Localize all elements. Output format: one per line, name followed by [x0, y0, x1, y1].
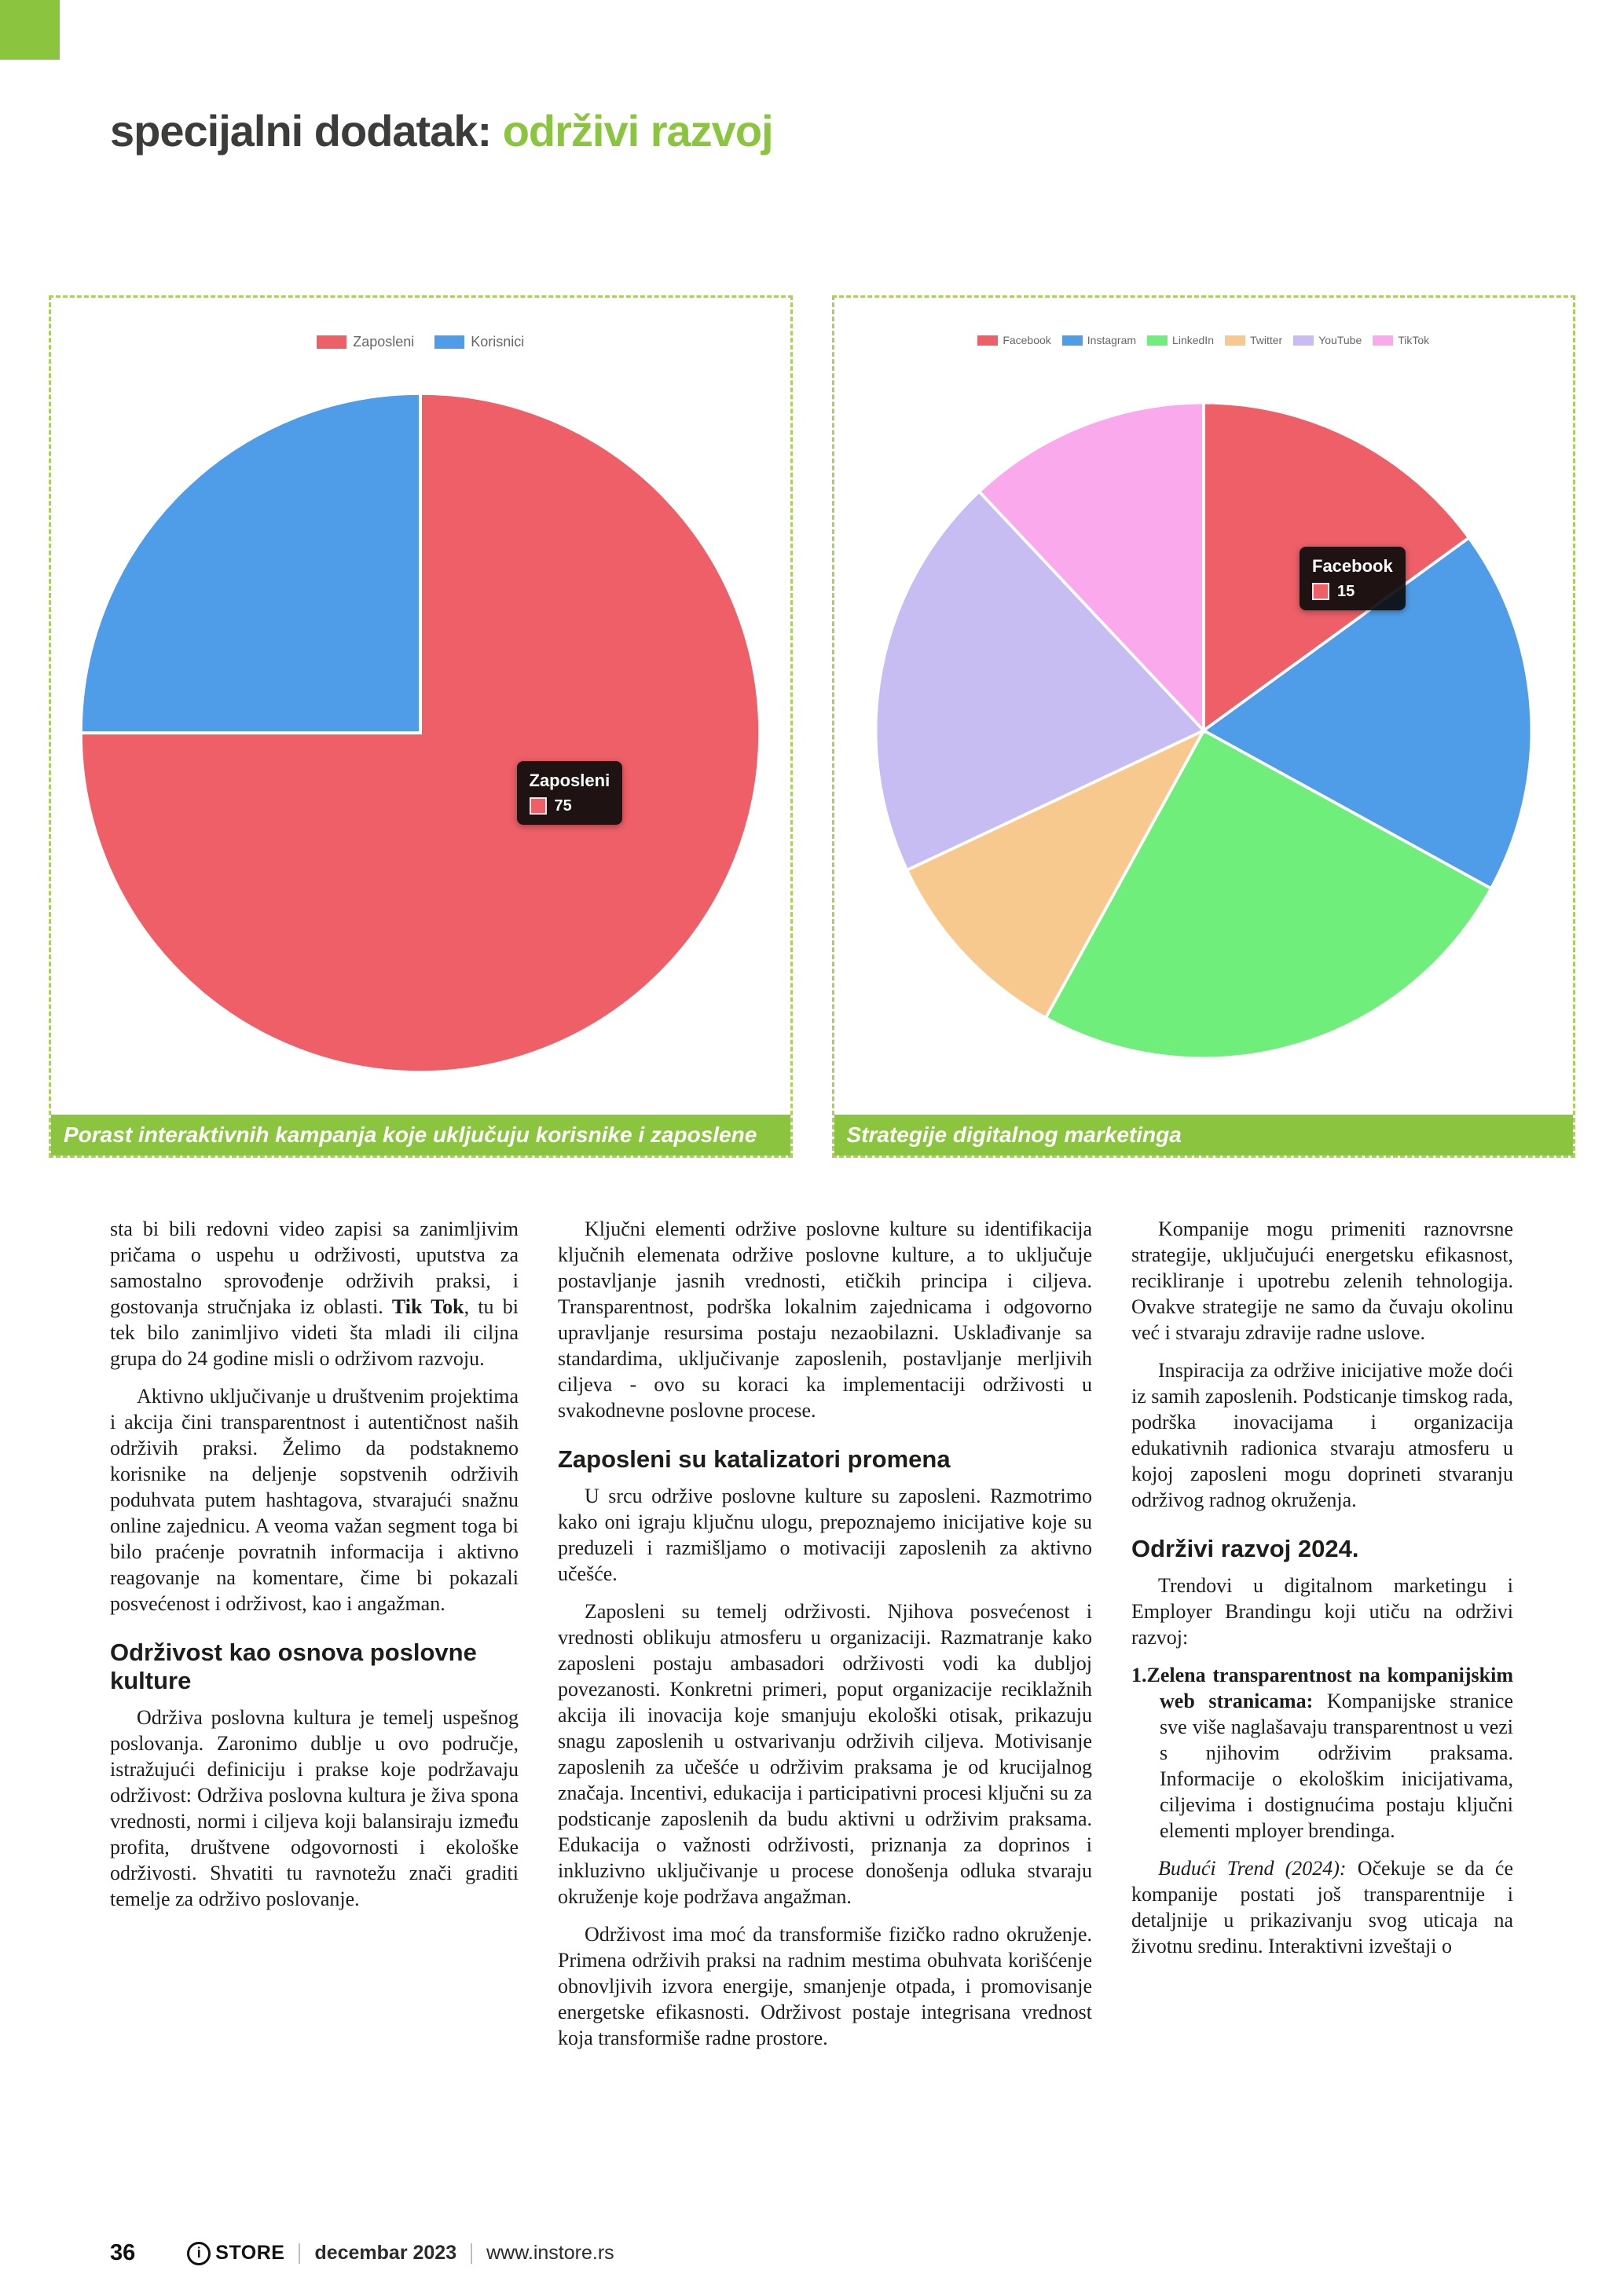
tooltip-color-swatch: [530, 797, 547, 815]
legend-swatch: [1293, 335, 1314, 346]
text-run: Ključni elementi održive poslovne kulture su identifikacija ključnih elemenata održive poslovne kulture, a to uključuje postavljanje jasnih vrednosti, etičkih principa i ciljeva. Transparentnost, podrška lokalnim zajednicama i odgovorno upravljanje resursima postaju nezaobilazni. Usklađivanje sa standardima, uključivanje zaposlenih, postavljanje merljivih ciljeva - ovo su koraci ka implementaciji održivosti u svakodnevne poslovne procese.: [558, 1218, 1092, 1422]
paragraph: [558, 1483, 1092, 1587]
legend-item-zaposleni[interactable]: [317, 334, 414, 350]
corner-accent-square: [0, 0, 60, 60]
tooltip-title: Facebook: [1312, 555, 1393, 576]
legend-label: Facebook: [1003, 334, 1051, 346]
chart-legend: [317, 334, 524, 350]
text-run: sta bi bili redovni video zapisi sa zanimljivim pričama o uspehu u održivosti, uputstva za samostalno sprovođenje održivih praksi, i gostovanja stručnjaka iz oblasti.: [110, 1218, 519, 1318]
pie-chart-area: [834, 346, 1574, 1115]
section-header: [110, 105, 773, 156]
paragraph: [558, 1921, 1092, 2051]
legend-swatch: [317, 335, 346, 349]
tooltip-color-swatch: [1312, 583, 1329, 600]
legend-item-instagram[interactable]: [1062, 334, 1136, 346]
legend-swatch: [1147, 335, 1168, 346]
chart-tooltip: [1300, 547, 1406, 610]
legend-swatch: [434, 335, 464, 349]
pie-slice-korisnici[interactable]: [81, 393, 420, 732]
legend-swatch: [1062, 335, 1083, 346]
magazine-name: STORE: [215, 2242, 285, 2264]
legend-label: YouTube: [1318, 334, 1362, 346]
legend-label: Twitter: [1249, 334, 1283, 346]
chart-legend: [977, 334, 1429, 346]
text-run: Zaposleni su temelj održivosti. Njihova posvećenost i vrednosti oblikuju atmosferu u organizaciji. Razmatranje kako zaposleni postaju ambasadori održivosti vodi ka dubljoj povezanosti. Konkretni primeri, poput organizacije reciklažnih akcija ili inovacija koje smanjuju ekološki otisak, prikazuju snagu zaposlenih u ostvarivanju održivih ciljeva. Motivisanje zaposlenih za učešće u održivim praksama je od krucijalnog značaja. Incentivi, edukacija i participativni procesi ključni su za podsticanje zaposlenih da budu aktivni u održivim praksama. Edukacija o važnosti održivosti, priznanja za doprinos i inkluzivno uključivanje u procese donošenja odluka stvaraju okruženje koje podržava angažman.: [558, 1600, 1092, 1908]
legend-item-korisnici[interactable]: [434, 334, 524, 350]
paragraph: [558, 1216, 1092, 1423]
paragraph: [110, 1383, 519, 1617]
legend-item-youtube[interactable]: [1293, 334, 1362, 346]
footer-separator: [299, 2243, 300, 2264]
pie-chart-campaigns[interactable]: [75, 387, 766, 1078]
legend-label: TikTok: [1398, 334, 1430, 346]
subheading: Zaposleni su katalizatori promena: [558, 1445, 951, 1473]
chart-panel-marketing: [832, 295, 1576, 1158]
legend-item-facebook[interactable]: [977, 334, 1050, 346]
tooltip-value: 75: [554, 796, 572, 815]
legend-item-twitter[interactable]: [1225, 334, 1282, 346]
legend-swatch: [977, 335, 998, 346]
page-number: 36: [110, 2240, 136, 2265]
pie-chart-area: [51, 350, 790, 1115]
subheading: Održivost kao osnova poslovne kulture: [110, 1639, 477, 1694]
legend-label: Zaposleni: [353, 334, 415, 350]
issue-date: decembar 2023: [314, 2242, 457, 2264]
legend-label: Instagram: [1087, 334, 1137, 346]
tooltip-title: Zaposleni: [529, 770, 610, 790]
page-footer: [110, 2240, 1513, 2266]
footer-separator: [471, 2243, 472, 2264]
paragraph: [110, 1705, 519, 1912]
subheading: Održivi razvoj 2024.: [1131, 1535, 1359, 1562]
legend-label: LinkedIn: [1172, 334, 1214, 346]
chart-tooltip: [517, 761, 623, 825]
text-run: Aktivno uključivanje u društvenim projektima i akcija čini transparentnost i autentičnost naših održivih praksi. Želimo da podstaknemo korisnike na deljenje sopstvenih održivih poduhvata putem hashtagova, stvarajući snažnu online zajednicu. A veoma važan segment toga bi bilo praćenje povratnih informacija i aktivno reagovanje na komentare, čime bi pokazali posvećenost i održivost, kao i angažman.: [110, 1385, 519, 1615]
text-run: Kompanijske stranice sve više naglašavaju transparentnost u vezi s njihovim održivim praksama. Informacije o ekološkim inicijativama, ciljevima i dostignućima postaju ključni elementi mployer brendinga.: [1160, 1690, 1513, 1842]
text-run: Održivost ima moć da transformiše fizičko radno okruženje. Primena održivih praksi na radnim mestima obuhvata korišćenje obnovljivih izvora energije, smanjenje otpada, i promovisanje energetske efikasnosti. Održivost postaje integrisana vrednost koja transformiše radne prostore.: [558, 1923, 1092, 2049]
text-column-2: [558, 1216, 1092, 2051]
section-title-prefix: specijalni dodatak:: [110, 106, 492, 156]
legend-swatch: [1373, 335, 1393, 346]
chart-caption-campaigns: Porast interaktivnih kampanja koje uključuju korisnike i zaposlene: [51, 1115, 790, 1155]
paragraph: [1131, 1216, 1513, 1346]
text-run: Trendovi u digitalnom marketingu i Employer Brandingu koji utiču na održivi razvoj:: [1131, 1574, 1513, 1649]
paragraph: [1131, 1662, 1513, 1844]
instore-logo-icon: i: [187, 2242, 211, 2265]
text-run: Očekuje se da će kompanije postati još transparentnije i detaljnije u prikazivanju svog uticaja na životnu sredinu. Interaktivni izveštaji o: [1131, 1857, 1513, 1957]
paragraph: [558, 1598, 1092, 1910]
legend-swatch: [1225, 335, 1245, 346]
paragraph: [1131, 1573, 1513, 1650]
text-run: U srcu održive poslovne kulture su zaposleni. Razmotrimo kako oni igraju ključnu ulogu, prepoznajemo inicijative koje su preduzeli i razmišljamo o motivaciji zaposlenih za aktivno učešće.: [558, 1485, 1092, 1585]
text-run: Održiva poslovna kultura je temelj uspešnog poslovanja. Zaronimo dublje u ovo područje, istražujući definiciju i prakse koje podržavaju održivost: Održiva poslovna kultura je živa spona vrednosti, normi i ciljeva koji balansiraju između profita, društvene odgovornosti i ekološke održivosti. Shvatiti tu ravnotežu znači graditi temelje za održivo poslovanje.: [110, 1706, 519, 1910]
legend-item-linkedin[interactable]: [1147, 334, 1214, 346]
text-run: Inspiracija za održive inicijative može doći iz samih zaposlenih. Podsticanje timskog rada, podrška inovacijama i organizacija edukativnih radionica stvaraju atmosferu u kojoj zaposleni mogu doprineti stvaranju održivog radnog okruženja.: [1131, 1359, 1513, 1511]
text-column-3: [1131, 1216, 1513, 2051]
legend-label: Korisnici: [471, 334, 525, 350]
text-column-1: [110, 1216, 519, 2051]
text-run: Kompanije mogu primeniti raznovrsne strategije, uključujući energetsku efikasnost, recikliranje i upotrebu zelenih tehnologija. Ovakve strategije ne samo da čuvaju okolinu već i stvaraju zdravije radne uslove.: [1131, 1218, 1513, 1344]
instore-logo: [187, 2242, 284, 2265]
text-run: Budući Trend (2024):: [1158, 1857, 1358, 1880]
website-link[interactable]: www.instore.rs: [486, 2242, 614, 2264]
legend-item-tiktok[interactable]: [1373, 334, 1429, 346]
chart-caption-marketing: Strategije digitalnog marketinga: [834, 1115, 1574, 1155]
paragraph: [1131, 1855, 1513, 1959]
section-title-accent: održivi razvoj: [502, 106, 773, 156]
paragraph: [110, 1216, 519, 1371]
article-body: [110, 1216, 1513, 2051]
pie-chart-marketing[interactable]: [870, 397, 1538, 1064]
charts-section: [49, 295, 1575, 1158]
paragraph: [1131, 1357, 1513, 1513]
text-run: , tu bi tek bilo zanimljivo videti šta mladi ili ciljna grupa do 24 godine misli o održivom razvoju.: [110, 1295, 519, 1370]
text-run: Tik Tok: [391, 1295, 464, 1318]
chart-panel-campaigns: [49, 295, 793, 1158]
text-run: 1.Zelena transparentnost na kompanijskim web stranicama:: [1131, 1664, 1513, 1712]
tooltip-value: 15: [1337, 582, 1355, 600]
